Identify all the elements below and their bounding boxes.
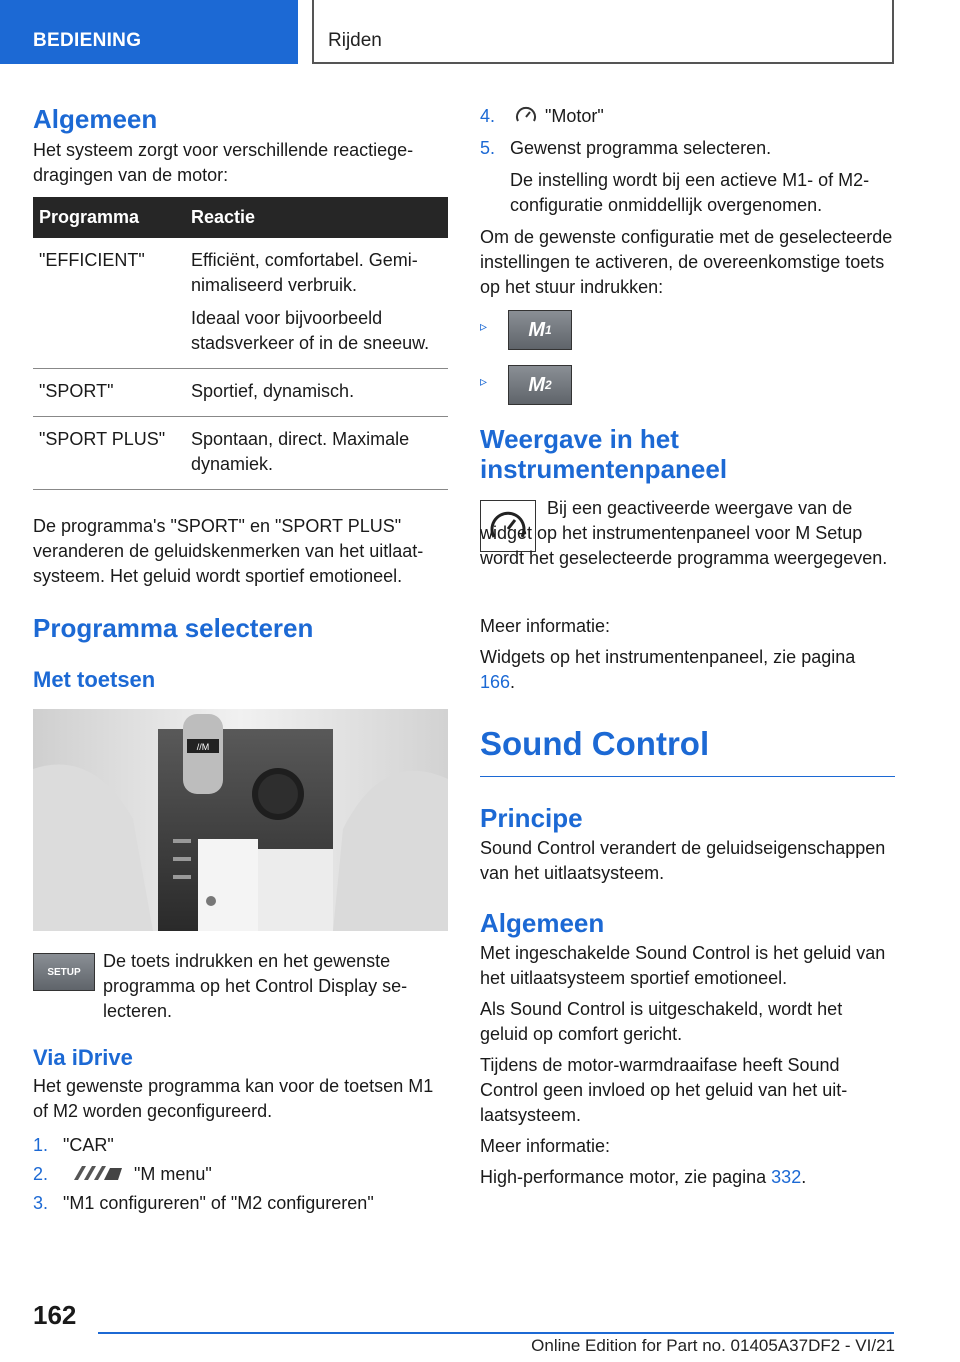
table-header-programma: Programma — [33, 197, 185, 238]
list-item — [480, 104, 895, 136]
m1-button-icon — [508, 310, 572, 350]
table-row — [33, 369, 448, 417]
program-name: "EFFICIENT" — [33, 238, 185, 369]
activate-text: Om de gewenste configuratie met de geselecteerde instellingen te activeren, de overeenkomstige toets op het stuur indrukken: — [480, 227, 893, 297]
step-text: Gewenst programma selecteren. — [510, 138, 772, 158]
list-item — [480, 136, 895, 161]
m2-row — [480, 365, 895, 415]
meer-info-2: Meer informatie: — [480, 1136, 611, 1156]
step-number: 4. — [480, 106, 496, 126]
step-text: "M1 configureren" of "M2 configureren" — [63, 1193, 374, 1213]
setup-text: De toets indrukken en het gewenste programma op het Control Display selecteren. — [103, 951, 408, 1021]
reaction-note: Ideaal voor bijvoorbeeld stadsverkeer of in de sneeuw. — [191, 308, 430, 353]
widgets-page-link[interactable]: 166 — [480, 672, 511, 692]
page-number: 162 — [33, 1300, 77, 1330]
step-number: 1. — [33, 1135, 49, 1155]
algemeen-text: Het systeem zorgt voor verschillende reactiegedragingen van de motor: — [33, 140, 414, 185]
console-illustration — [33, 709, 448, 931]
sound-control-rule — [480, 776, 895, 777]
m2-label: M — [528, 373, 545, 396]
algemeen-p3: Tijdens de motor-warmdraaifase heeft Sound Control geen invloed op het geluid van het uitlaatsysteem. — [480, 1055, 848, 1125]
weergave-block — [480, 496, 895, 596]
footer-rule — [98, 1332, 894, 1334]
section-tab — [0, 0, 298, 64]
step-number: 2. — [33, 1164, 49, 1184]
table-row — [33, 238, 448, 369]
m-menu-icon — [70, 1165, 126, 1181]
hp-reference: High-performance motor, zie pagina 332. — [480, 1167, 807, 1187]
edition-text: Online Edition for Part no. 01405A37DF2 - VI/21 — [531, 1336, 895, 1355]
hp-text: High-performance motor, zie pagina — [480, 1167, 767, 1187]
right-column — [480, 104, 895, 1190]
left-column — [33, 104, 448, 1220]
m1-label: M — [528, 318, 545, 341]
reaction-text: Efficiënt, comfortabel. Geminimaliseerd verbruik. — [191, 250, 418, 295]
step-number: 3. — [33, 1193, 49, 1213]
weergave-heading: Weergave in het instrumentenpaneel — [480, 424, 728, 484]
m1-sup: 1 — [544, 322, 552, 337]
console-photo — [33, 709, 448, 931]
gauge-icon — [515, 106, 537, 124]
table-row — [33, 417, 448, 490]
step-list-left — [33, 1133, 448, 1220]
meer-info-1: Meer informatie: — [480, 616, 611, 636]
idrive-text: Het gewenste programma kan voor de toetsen M1 of M2 worden geconfigureerd. — [33, 1076, 434, 1121]
program-reaction — [185, 238, 448, 369]
setup-row — [33, 949, 448, 1019]
program-name: "SPORT" — [33, 369, 185, 417]
step-text: "Motor" — [545, 106, 604, 126]
m2-button-icon — [508, 365, 572, 405]
sound-control-heading: Sound Control — [480, 725, 710, 762]
program-reaction: Sportief, dynamisch. — [185, 369, 448, 417]
table-header-reactie: Reactie — [185, 197, 448, 238]
met-toetsen-heading: Met toetsen — [33, 667, 156, 692]
programma-selecteren-heading: Programma selecteren — [33, 613, 314, 643]
svg-text://M: //M — [196, 742, 210, 752]
after-table-text: De programma's "SPORT" en "SPORT PLUS" veranderen de geluidskenmerken van het uitlaatsysteem. Het geluid wordt sportief emotioneel. — [33, 516, 424, 586]
chapter-label: Rijden — [328, 30, 382, 51]
principe-heading: Principe — [480, 803, 583, 833]
m2-sup: 2 — [544, 377, 552, 392]
via-idrive-heading: Via iDrive — [33, 1045, 133, 1070]
step-text: "M menu" — [134, 1164, 212, 1184]
step5-note: De instelling wordt bij een actieve M1- of M2-configuratie onmiddellijk overgenomen. — [510, 170, 870, 215]
algemeen-heading: Algemeen — [33, 104, 158, 134]
algemeen-p1: Met ingeschakelde Sound Control is het geluid van het uitlaatsysteem sportief emotioneel. — [480, 943, 886, 988]
program-table — [33, 197, 448, 490]
widgets-text: Widgets op het instrumentenpaneel, zie pagina — [480, 647, 856, 667]
list-item — [33, 1191, 448, 1220]
triangle-bullet: ▹ — [480, 318, 488, 334]
section-label: BEDIENING — [33, 30, 142, 51]
m1-row — [480, 310, 895, 360]
step-text: "CAR" — [63, 1135, 114, 1155]
chapter-tab — [312, 0, 894, 64]
algemeen-heading-right: Algemeen — [480, 908, 605, 938]
program-name: "SPORT PLUS" — [33, 417, 185, 490]
program-reaction: Spontaan, direct. Maximale dynamiek. — [185, 417, 448, 490]
algemeen-p2: Als Sound Control is uitgeschakeld, wordt het geluid op comfort gericht. — [480, 999, 843, 1044]
weergave-text: Bij een geactiveerde weergave van de widget op het instrumentenpaneel voor M Setup wordt het geselecteerde programma weergegeven. — [480, 498, 888, 568]
widgets-reference: Widgets op het instrumentenpaneel, zie pagina 166. — [480, 647, 856, 692]
list-item — [33, 1133, 448, 1162]
triangle-bullet: ▹ — [480, 373, 488, 389]
hp-page-link[interactable]: 332 — [771, 1167, 802, 1187]
setup-button-icon: SETUP — [33, 953, 95, 991]
step-number: 5. — [480, 138, 496, 158]
list-item — [33, 1162, 448, 1191]
principe-text: Sound Control verandert de geluidseigenschappen van het uitlaatsysteem. — [480, 838, 886, 883]
